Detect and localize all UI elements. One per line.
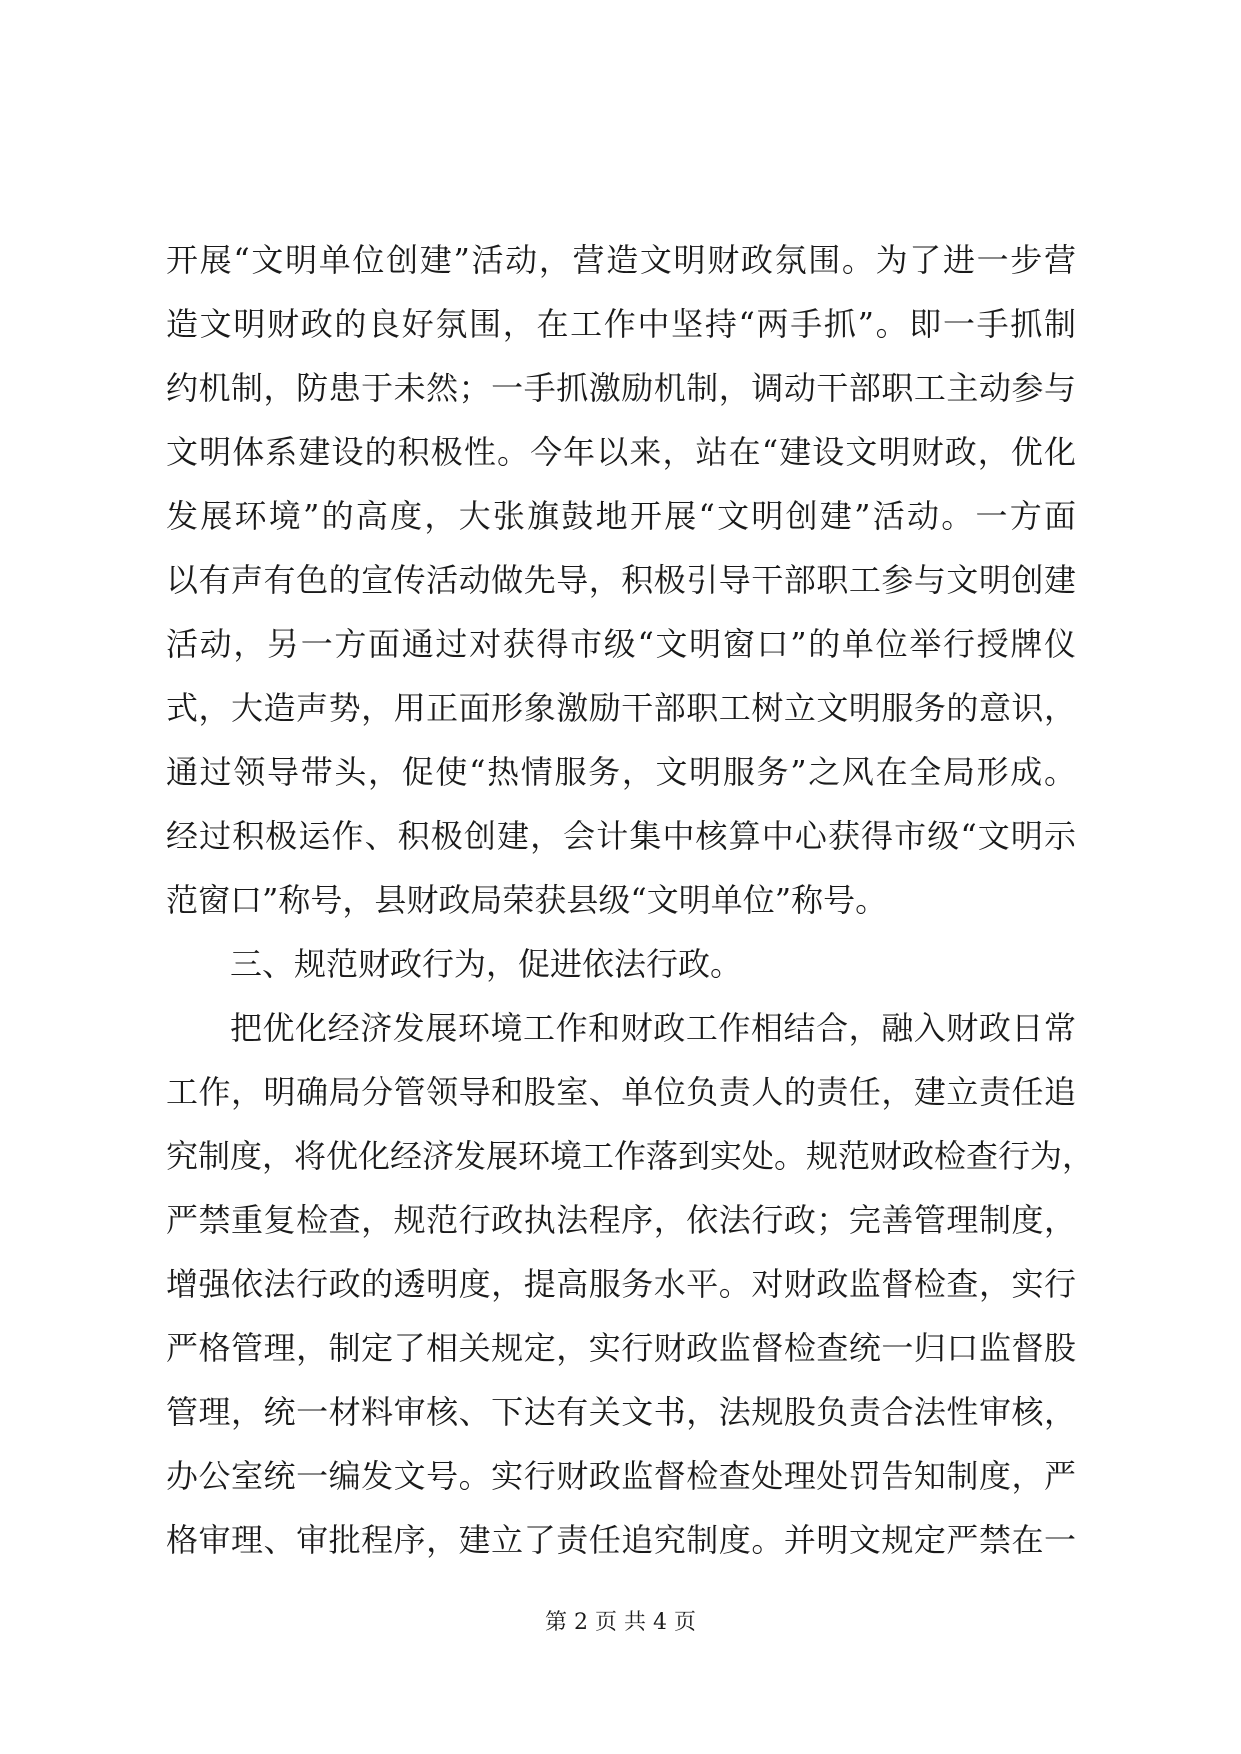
text-line: 严禁重复检查，规范行政执法程序，依法行政；完善管理制度， bbox=[166, 1201, 1076, 1239]
page-number-footer: 第 2 页 共 4 页 bbox=[545, 1610, 696, 1635]
text-line: 发展环境”的高度，大张旗鼓地开展“文明创建”活动。一方面 bbox=[166, 497, 1076, 535]
text-line: 办公室统一编发文号。实行财政监督检查处理处罚告知制度，严 bbox=[166, 1457, 1076, 1495]
text-line: 工作，明确局分管领导和股室、单位负责人的责任，建立责任追 bbox=[166, 1073, 1076, 1111]
text-line: 究制度，将优化经济发展环境工作落到实处。规范财政检查行为， bbox=[166, 1137, 1095, 1175]
text-line: 严格管理，制定了相关规定，实行财政监督检查统一归口监督股 bbox=[166, 1329, 1076, 1367]
text-line: 经过积极运作、积极创建，会计集中核算中心获得市级“文明示 bbox=[166, 817, 1076, 855]
text-line: 通过领导带头，促使“热情服务，文明服务”之风在全局形成。 bbox=[166, 753, 1076, 791]
text-line: 管理，统一材料审核、下达有关文书，法规股负责合法性审核， bbox=[166, 1393, 1076, 1431]
section-heading: 三、规范财政行为，促进依法行政。 bbox=[230, 945, 743, 983]
text-line: 以有声有色的宣传活动做先导，积极引导干部职工参与文明创建 bbox=[166, 561, 1076, 599]
text-line: 式，大造声势，用正面形象激励干部职工树立文明服务的意识， bbox=[166, 689, 1076, 727]
text-line: 范窗口”称号，县财政局荣获县级“文明单位”称号。 bbox=[166, 881, 888, 919]
text-line: 活动，另一方面通过对获得市级“文明窗口”的单位举行授牌仪 bbox=[166, 625, 1076, 663]
body-text bbox=[166, 228, 1095, 1572]
text-line: 开展“文明单位创建”活动，营造文明财政氛围。为了进一步营 bbox=[166, 241, 1076, 279]
text-line: 造文明财政的良好氛围，在工作中坚持“两手抓”。即一手抓制 bbox=[166, 305, 1076, 343]
text-line: 文明体系建设的积极性。今年以来，站在“建设文明财政，优化 bbox=[166, 433, 1076, 471]
text-line: 把优化经济发展环境工作和财政工作相结合，融入财政日常 bbox=[230, 1009, 1076, 1047]
text-line: 约机制，防患于未然；一手抓激励机制，调动干部职工主动参与 bbox=[166, 369, 1076, 407]
text-line: 增强依法行政的透明度，提高服务水平。对财政监督检查，实行 bbox=[166, 1265, 1076, 1303]
text-line: 格审理、审批程序，建立了责任追究制度。并明文规定严禁在一 bbox=[166, 1521, 1076, 1559]
